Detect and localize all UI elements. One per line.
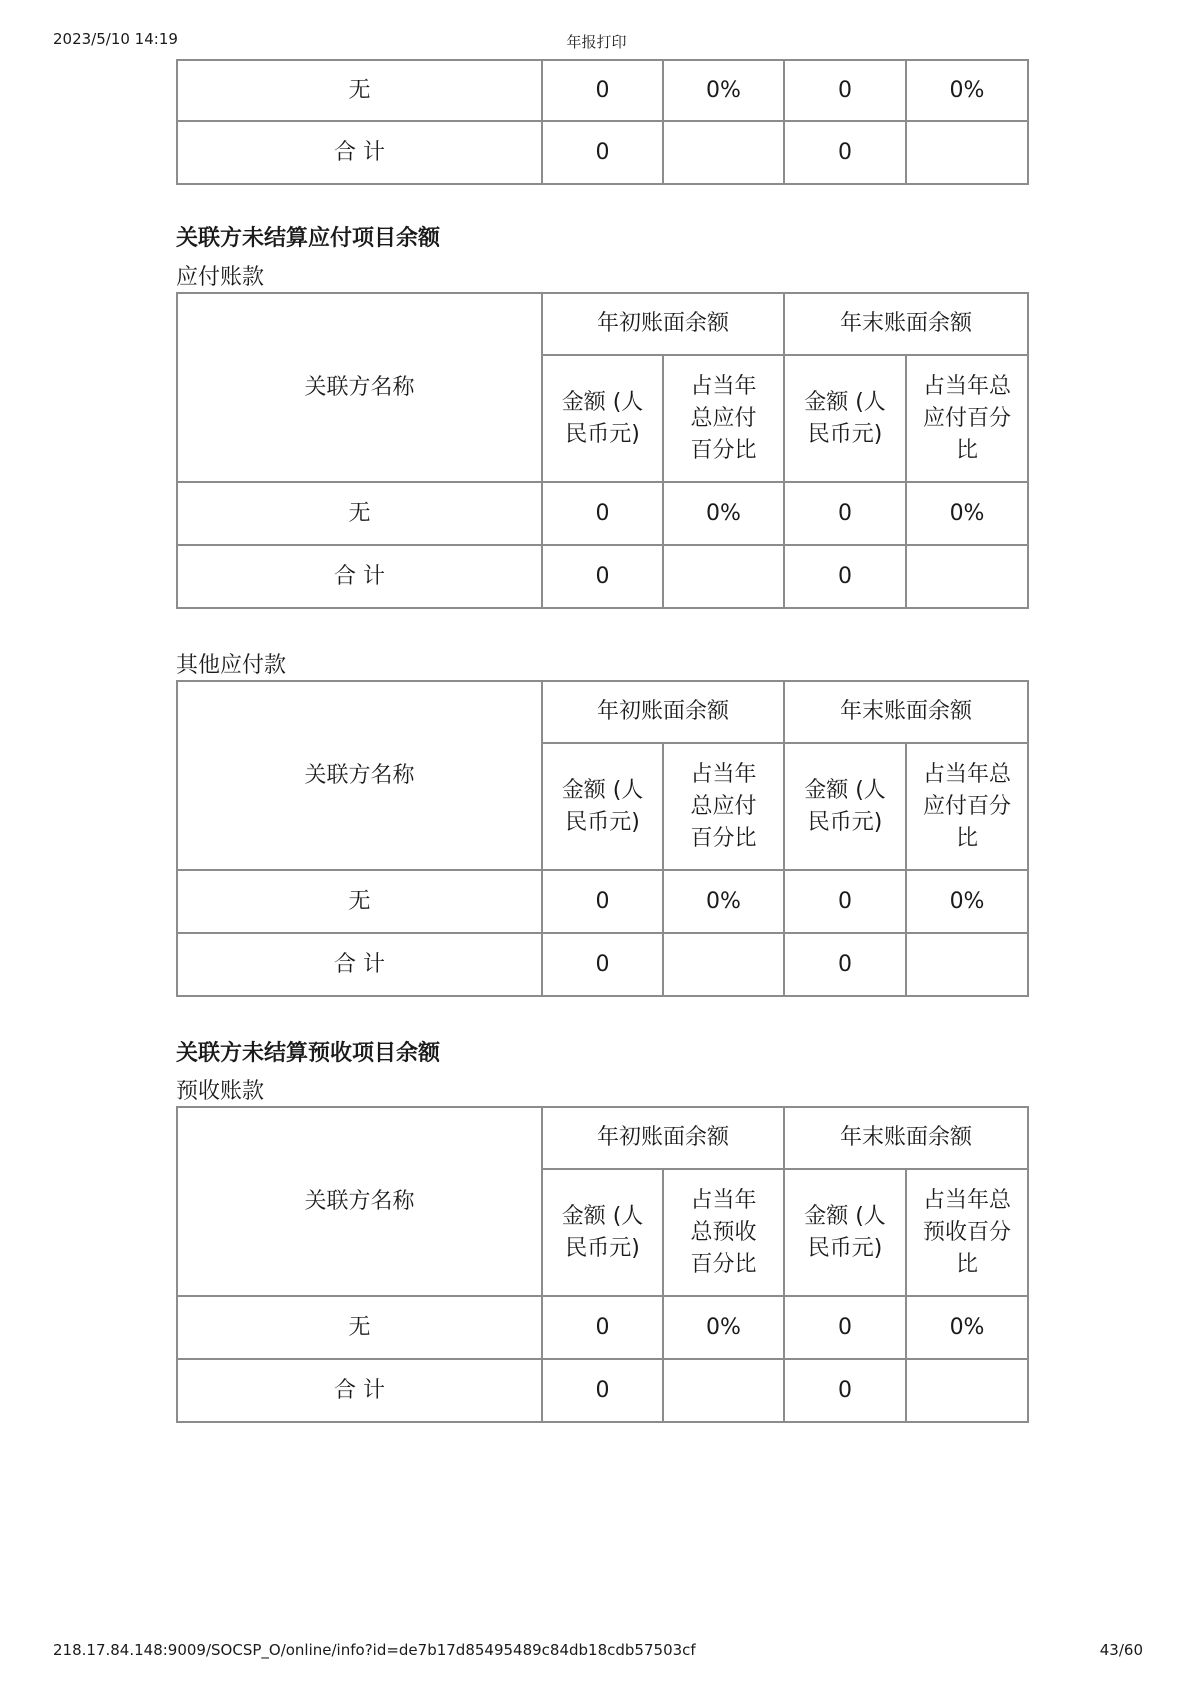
begin-percent-cell — [663, 933, 784, 996]
end-amount-cell: 0 — [784, 1296, 906, 1359]
end-percent-cell — [906, 1359, 1028, 1422]
col-header-end-balance: 年末账面余额 — [784, 1107, 1028, 1169]
col-header-party-name: 关联方名称 — [177, 681, 542, 870]
page-header-title: 年报打印 — [566, 33, 627, 51]
end-amount-cell: 0 — [784, 60, 906, 121]
accounts-payable-table — [176, 292, 1029, 609]
table-row — [177, 870, 1028, 933]
end-percent-cell: 0% — [906, 482, 1028, 545]
end-amount-cell: 0 — [784, 1359, 906, 1422]
col-header-end-amount: 金额 (人民币元) — [784, 1169, 906, 1296]
total-label-cell: 合 计 — [177, 1359, 542, 1422]
end-amount-cell: 0 — [784, 482, 906, 545]
table-header-row — [177, 293, 1028, 355]
end-percent-cell — [906, 121, 1028, 184]
table-header-row — [177, 681, 1028, 743]
col-header-end-percent: 占当年总应付百分比 — [906, 355, 1028, 482]
end-percent-cell: 0% — [906, 870, 1028, 933]
begin-amount-cell: 0 — [542, 870, 663, 933]
col-header-begin-balance: 年初账面余额 — [542, 293, 784, 355]
print-datetime: 2023/5/10 14:19 — [53, 30, 178, 48]
col-header-party-name: 关联方名称 — [177, 1107, 542, 1296]
total-label-cell: 合 计 — [177, 545, 542, 608]
begin-percent-cell — [663, 545, 784, 608]
col-header-begin-percent: 占当年总应付百分比 — [663, 743, 784, 870]
table-row — [177, 482, 1028, 545]
table-row-total — [177, 933, 1028, 996]
end-amount-cell: 0 — [784, 933, 906, 996]
begin-amount-cell: 0 — [542, 121, 663, 184]
begin-amount-cell: 0 — [542, 1359, 663, 1422]
col-header-end-balance: 年末账面余额 — [784, 293, 1028, 355]
end-amount-cell: 0 — [784, 121, 906, 184]
section-title-payable: 关联方未结算应付项目余额 — [176, 226, 441, 251]
section-title-advance: 关联方未结算预收项目余额 — [176, 1041, 441, 1066]
end-amount-cell: 0 — [784, 870, 906, 933]
col-header-begin-percent: 占当年总预收百分比 — [663, 1169, 784, 1296]
receivable-table-continued — [176, 59, 1029, 185]
col-header-begin-amount: 金额 (人民币元) — [542, 1169, 663, 1296]
related-party-name-cell: 无 — [177, 1296, 542, 1359]
total-label-cell: 合 计 — [177, 933, 542, 996]
col-header-end-percent: 占当年总应付百分比 — [906, 743, 1028, 870]
subtitle-other-payable: 其他应付款 — [176, 653, 287, 678]
end-percent-cell — [906, 933, 1028, 996]
col-header-end-amount: 金额 (人民币元) — [784, 355, 906, 482]
table-row — [177, 1296, 1028, 1359]
related-party-name-cell: 无 — [177, 870, 542, 933]
begin-percent-cell: 0% — [663, 482, 784, 545]
begin-percent-cell: 0% — [663, 870, 784, 933]
table-row-total — [177, 121, 1028, 184]
related-party-name-cell: 无 — [177, 60, 542, 121]
begin-percent-cell: 0% — [663, 1296, 784, 1359]
col-header-begin-balance: 年初账面余额 — [542, 681, 784, 743]
subtitle-accounts-payable: 应付账款 — [176, 265, 265, 290]
table-row-total — [177, 545, 1028, 608]
other-payable-table — [176, 680, 1029, 997]
table-header-row — [177, 1107, 1028, 1169]
col-header-end-percent: 占当年总预收百分比 — [906, 1169, 1028, 1296]
col-header-party-name: 关联方名称 — [177, 293, 542, 482]
col-header-begin-amount: 金额 (人民币元) — [542, 355, 663, 482]
begin-amount-cell: 0 — [542, 60, 663, 121]
page-url: 218.17.84.148:9009/SOCSP_O/online/info?id=de7b17d85495489c84db18cdb57503cf — [53, 1641, 696, 1659]
total-label-cell: 合 计 — [177, 121, 542, 184]
subtitle-advance-receipts: 预收账款 — [176, 1079, 265, 1104]
col-header-end-balance: 年末账面余额 — [784, 681, 1028, 743]
col-header-begin-balance: 年初账面余额 — [542, 1107, 784, 1169]
table-row-total — [177, 1359, 1028, 1422]
begin-amount-cell: 0 — [542, 545, 663, 608]
col-header-begin-percent: 占当年总应付百分比 — [663, 355, 784, 482]
begin-amount-cell: 0 — [542, 933, 663, 996]
end-amount-cell: 0 — [784, 545, 906, 608]
end-percent-cell — [906, 545, 1028, 608]
end-percent-cell: 0% — [906, 60, 1028, 121]
end-percent-cell: 0% — [906, 1296, 1028, 1359]
begin-amount-cell: 0 — [542, 1296, 663, 1359]
advance-receipts-table — [176, 1106, 1029, 1423]
col-header-begin-amount: 金额 (人民币元) — [542, 743, 663, 870]
table-row — [177, 60, 1028, 121]
begin-percent-cell — [663, 1359, 784, 1422]
col-header-end-amount: 金额 (人民币元) — [784, 743, 906, 870]
page-number: 43/60 — [1099, 1641, 1143, 1659]
related-party-name-cell: 无 — [177, 482, 542, 545]
begin-amount-cell: 0 — [542, 482, 663, 545]
begin-percent-cell — [663, 121, 784, 184]
begin-percent-cell: 0% — [663, 60, 784, 121]
